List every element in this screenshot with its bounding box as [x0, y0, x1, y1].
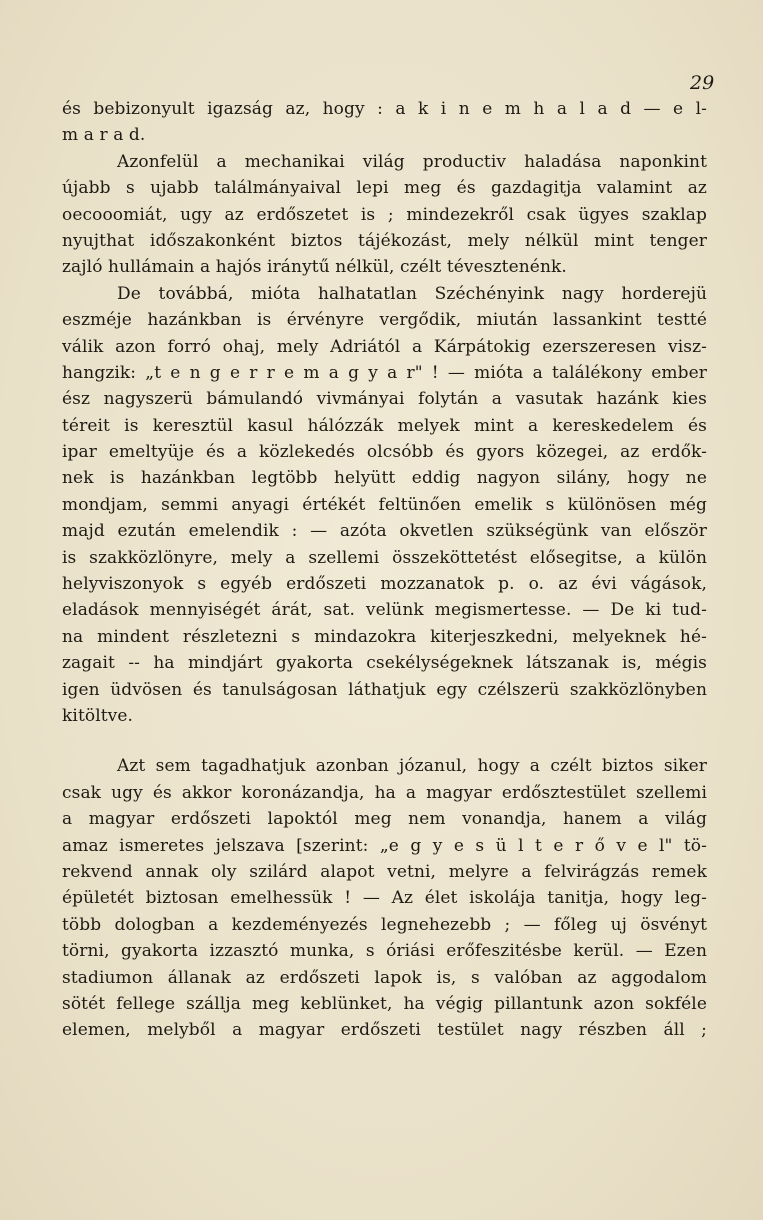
- text-line: válik azon forró ohaj, mely Adriától a Kárpátokig ezerszeresen visz-: [62, 336, 707, 357]
- text-line: elemen, melyből a magyar erdőszeti testület nagy részben áll ;: [62, 1020, 707, 1041]
- body-text: [62, 96, 707, 1044]
- text-line: Azt sem tagadhatjuk azonban józanul, hogy a czélt biztos siker: [117, 756, 707, 777]
- text-line: nyujthat időszakonként biztos tájékozást, mely nélkül mint tenger: [62, 230, 707, 251]
- text-line: eszméje hazánkban is érvényre vergődik, miután lassankint testté: [62, 310, 707, 331]
- text-line: téreit is keresztül kasul hálózzák melyek mint a kereskedelem és: [62, 415, 707, 436]
- text-line: majd ezután emelendik : — azóta okvetlen szükségünk van először: [62, 521, 707, 542]
- text-line: több dologban a kezdeményezés legnehezebb ; — főleg uj ösvényt: [62, 914, 707, 935]
- text-line: ipar emeltyüje és a közlekedés olcsóbb és gyors közegei, az erdők-: [62, 442, 707, 463]
- text-line: újabb s ujabb találmányaival lepi meg és gazdagitja valamint az: [62, 178, 707, 199]
- text-line: igen üdvösen és tanulságosan láthatjuk egy czélszerü szakközlönyben: [62, 679, 707, 700]
- text-line: épületét biztosan emelhessük ! — Az élet iskolája tanitja, hogy leg-: [62, 888, 707, 909]
- text-line: zajló hullámain a hajós iránytű nélkül, czélt tévesztenénk.: [62, 257, 567, 278]
- text-line: stadiumon állanak az erdőszeti lapok is, s valóban az aggodalom: [62, 967, 707, 988]
- paragraph-gap: [62, 729, 707, 753]
- text-line: amaz ismeretes jelszava [szerint: „e g y e s ü l t e r ő v e l" tö-: [62, 835, 707, 856]
- text-line: helyviszonyok s egyéb erdőszeti mozzanatok p. o. az évi vágások,: [62, 574, 707, 595]
- text-line: oecooomiát, ugy az erdőszetet is ; mindezekről csak ügyes szaklap: [62, 204, 707, 225]
- text-line: kitöltve.: [62, 705, 134, 726]
- text-line: a magyar erdőszeti lapoktól meg nem vonandja, hanem a világ: [62, 809, 707, 830]
- text-line: rekvend annak oly szilárd alapot vetni, melyre a felvirágzás remek: [62, 861, 707, 882]
- text-line: eladások mennyiségét árát, sat. velünk megismertesse. — De ki tud-: [62, 600, 707, 621]
- text-line: csak ugy és akkor koronázandja, ha a magyar erdősztestület szellemi: [62, 782, 707, 803]
- text-line: törni, gyakorta izzasztó munka, s óriási erőfeszitésbe kerül. — Ezen: [62, 941, 707, 962]
- text-line: De továbbá, mióta halhatatlan Széchényink nagy horderejü: [117, 283, 707, 304]
- text-line: is szakközlönyre, mely a szellemi összeköttetést elősegitse, a külön: [62, 547, 707, 568]
- text-line: sötét fellege szállja meg keblünket, ha végig pillantunk azon sokféle: [62, 993, 707, 1014]
- text-line: nek is hazánkban legtöbb helyütt eddig nagyon silány, hogy ne: [62, 468, 707, 489]
- text-line: na mindent részletezni s mindazokra kiterjeszkedni, melyeknek hé-: [62, 626, 707, 647]
- text-line: és bebizonyult igazság az, hogy : a k i n e m h a l a d — e l-: [62, 99, 707, 119]
- page-number: 29: [690, 72, 715, 94]
- text-line: zagait -- ha mindjárt gyakorta csekélységeknek látszanak is, mégis: [62, 653, 707, 674]
- text-line: m a r a d.: [62, 125, 146, 146]
- text-line: hangzik: „t e n g e r r e m a g y a r" ! — mióta a találékony ember: [62, 362, 707, 383]
- text-line: ész nagyszerü bámulandó vivmányai folytán a vasutak hazánk kies: [62, 389, 707, 410]
- text-line: Azonfelül a mechanikai világ productiv haladása naponkint: [117, 151, 707, 172]
- text-line: mondjam, semmi anyagi értékét feltünően emelik s különösen még: [62, 494, 707, 515]
